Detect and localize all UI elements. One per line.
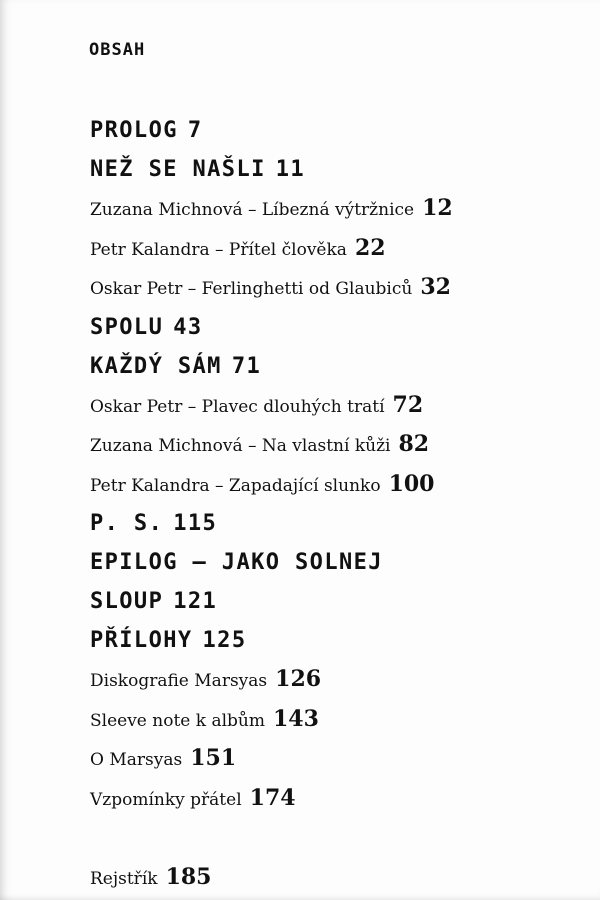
toc-entry <box>90 189 590 229</box>
table-of-contents <box>90 111 590 898</box>
entry-title: Sleeve note k albům <box>90 710 265 731</box>
entry-page-number: 12 <box>422 195 453 221</box>
entry-title: Oskar Petr – Ferlinghetti od Glaubiců <box>90 279 413 299</box>
toc-entry <box>90 543 590 582</box>
entry-page-number: 126 <box>275 666 322 692</box>
entry-title: SPOLU <box>90 314 164 340</box>
toc-entry <box>90 660 590 700</box>
entry-page-number: 32 <box>420 274 451 300</box>
entry-page-number: 151 <box>190 745 237 771</box>
entry-title: Zuzana Michnová – Na vlastní kůži <box>90 436 391 456</box>
entry-page-number: 43 <box>173 314 203 340</box>
toc-entry <box>90 858 590 898</box>
page-heading: OBSAH <box>89 40 146 60</box>
entry-title: Rejstřík <box>90 869 158 889</box>
entry-title: P. S. <box>90 511 164 536</box>
entry-title: SLOUP <box>90 589 164 614</box>
toc-entry <box>90 111 590 150</box>
toc-entry <box>90 425 590 465</box>
entry-page-number: 143 <box>272 705 319 732</box>
entry-title: Petr Kalandra – Zapadající slunko <box>90 475 381 496</box>
toc-entry <box>90 229 590 269</box>
entry-page-number: 11 <box>275 157 306 182</box>
toc-entry <box>90 621 590 660</box>
entry-page-number: 7 <box>187 118 203 143</box>
entry-page-number: 82 <box>398 431 430 457</box>
toc-entry <box>90 308 590 347</box>
entry-title: Zuzana Michnová – Líbezná výtržnice <box>90 200 415 220</box>
entry-title: Petr Kalandra – Přítel člověka <box>90 239 347 260</box>
entry-page-number: 100 <box>388 470 435 497</box>
toc-entry <box>90 504 590 543</box>
entry-title: PŘÍLOHY <box>90 628 193 653</box>
entry-title: NEŽ SE NAŠLI <box>90 157 266 182</box>
entry-page-number: 71 <box>231 353 262 379</box>
entry-page-number: 22 <box>354 234 386 261</box>
entry-title: Diskografie Marsyas <box>90 671 268 691</box>
entry-title: PROLOG <box>90 118 178 143</box>
toc-entry <box>90 582 590 621</box>
toc-entry <box>90 779 590 819</box>
toc-entry <box>90 150 590 189</box>
toc-entry <box>90 700 590 740</box>
entry-page-number: 125 <box>202 628 247 653</box>
entry-title: O Marsyas <box>90 750 183 770</box>
toc-entry <box>90 386 590 426</box>
toc-entry <box>90 347 590 386</box>
toc-entry <box>90 739 590 779</box>
toc-entry <box>90 465 590 505</box>
toc-entry <box>90 268 590 308</box>
entry-page-number: 185 <box>165 864 212 890</box>
entry-page-number: 115 <box>173 511 218 536</box>
entry-page-number: 174 <box>249 784 296 811</box>
entry-title: Oskar Petr – Plavec dlouhých tratí <box>90 396 385 417</box>
entry-page-number: 72 <box>392 391 424 418</box>
entry-page-number: 121 <box>173 589 218 614</box>
entry-title: Vzpomínky přátel <box>90 789 242 810</box>
entry-title: EPILOG – JAKO SOLNEJ <box>90 550 383 575</box>
section-gap <box>90 818 590 858</box>
entry-title: KAŽDÝ SÁM <box>90 353 222 379</box>
